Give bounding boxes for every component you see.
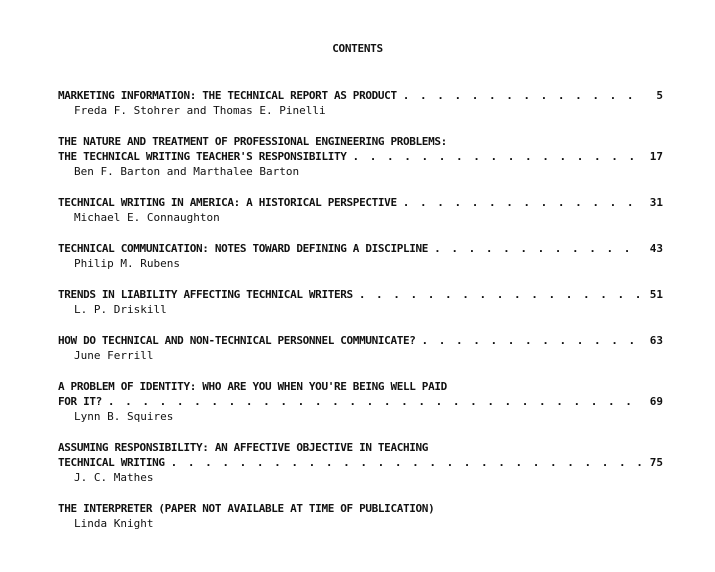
toc-entry (58, 287, 663, 317)
toc-entry (58, 440, 663, 485)
toc-entry-author: Linda Knight (74, 517, 154, 530)
toc-entry-title: THE TECHNICAL WRITING TEACHER'S RESPONSIBILITY (58, 150, 347, 163)
toc-entry (58, 379, 663, 424)
page-number: 75 (649, 456, 663, 469)
toc-entry-title-line (58, 440, 663, 455)
toc-entry-title: TRENDS IN LIABILITY AFFECTING TECHNICAL WRITERS (58, 288, 353, 301)
dot-leader (171, 455, 641, 470)
toc-entry-author: Lynn B. Squires (74, 410, 174, 423)
toc-entry-title-line (58, 394, 663, 409)
toc-entry (58, 333, 663, 363)
toc-entry-title: ASSUMING RESPONSIBILITY: AN AFFECTIVE OBJECTIVE IN TEACHING (58, 441, 429, 454)
toc-entry-author: Freda F. Stohrer and Thomas E. Pinelli (74, 104, 326, 117)
toc-entry (58, 241, 663, 271)
toc-entry-title: TECHNICAL WRITING (58, 456, 165, 469)
toc-entry (58, 88, 663, 118)
toc-entry-title-line (58, 88, 663, 103)
page-number: 69 (649, 395, 663, 408)
page-number: 51 (649, 288, 663, 301)
toc-entry-title-line (58, 333, 663, 348)
toc-entry-author: Philip M. Rubens (74, 257, 180, 270)
toc-entry-title-line (58, 455, 663, 470)
dot-leader (422, 333, 641, 348)
toc-entry-author: L. P. Driskill (74, 303, 167, 316)
toc-entry-title: FOR IT? (58, 395, 102, 408)
toc-entry (58, 134, 663, 179)
toc-entry-title: TECHNICAL COMMUNICATION: NOTES TOWARD DEFINING A DISCIPLINE (58, 242, 429, 255)
toc-entry-title-line (58, 241, 663, 256)
page-number: 63 (649, 334, 663, 347)
toc-entry-author: June Ferrill (74, 349, 154, 362)
dot-leader (434, 241, 641, 256)
page-number: 5 (656, 89, 663, 102)
toc-entry-author: J. C. Mathes (74, 471, 154, 484)
toc-entry-title-line (58, 195, 663, 210)
toc-entry-title: A PROBLEM OF IDENTITY: WHO ARE YOU WHEN YOU'RE BEING WELL PAID (58, 380, 447, 393)
toc-entry-title-line (58, 379, 663, 394)
contents-heading: CONTENTS (332, 42, 383, 55)
toc-entry-title-line (58, 501, 663, 516)
toc-entry-title: THE INTERPRETER (PAPER NOT AVAILABLE AT TIME OF PUBLICATION) (58, 502, 435, 515)
toc-entry (58, 501, 663, 531)
page-number: 43 (649, 242, 663, 255)
dot-leader (108, 394, 641, 409)
toc-entry-title: THE NATURE AND TREATMENT OF PROFESSIONAL ENGINEERING PROBLEMS: (58, 135, 447, 148)
dot-leader (403, 195, 641, 210)
toc-entry-author: Michael E. Connaughton (74, 211, 220, 224)
toc-entry-title: TECHNICAL WRITING IN AMERICA: A HISTORICAL PERSPECTIVE (58, 196, 397, 209)
toc-entry-title: HOW DO TECHNICAL AND NON-TECHNICAL PERSONNEL COMMUNICATE? (58, 334, 416, 347)
dot-leader (403, 88, 641, 103)
page-number: 17 (649, 150, 663, 163)
toc-entry-title-line (58, 134, 663, 149)
toc-entry-title: MARKETING INFORMATION: THE TECHNICAL REPORT AS PRODUCT (58, 89, 397, 102)
dot-leader (353, 149, 641, 164)
toc-entry-title-line (58, 287, 663, 302)
toc-entry-title-line (58, 149, 663, 164)
toc-entry-author: Ben F. Barton and Marthalee Barton (74, 165, 300, 178)
toc-entry (58, 195, 663, 225)
page-number: 31 (649, 196, 663, 209)
dot-leader (359, 287, 641, 302)
